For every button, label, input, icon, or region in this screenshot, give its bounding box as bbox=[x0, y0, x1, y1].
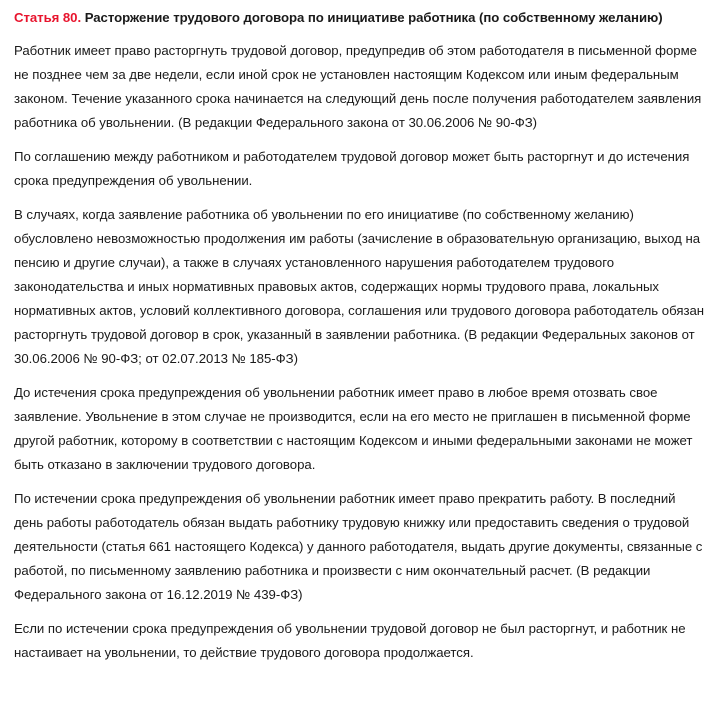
article-number: Статья 80. bbox=[14, 10, 82, 25]
article-paragraph: В случаях, когда заявление работника об увольнении по его инициативе (по собственному желанию) обусловлено невозможностью продолжения им работы (зачисление в образовательную организацию, выход на пенсию и другие случаи), а также в случаях установленного нарушения работодателем трудового законодательства и иных нормативных правовых актов, содержащих нормы трудового права, локальных нормативных актов, условий коллективного договора, соглашения или трудового договора работодатель обязан расторгнуть трудовой договор в срок, указанный в заявлении работника. (В редакции Федеральных законов от 30.06.2006 № 90-ФЗ; от 02.07.2013 № 185-ФЗ) bbox=[14, 207, 705, 366]
article-paragraph: По истечении срока предупреждения об увольнении работник имеет право прекратить работу. В последний день работы работодатель обязан выдать работнику трудовую книжку или предоставить сведения о трудовой деятельности (статья 661 настоящего Кодекса) у данного работодателя, выдать другие документы, связанные с работой, по письменному заявлению работника и произвести с ним окончательный расчет. (В редакции Федерального закона от 16.12.2019 № 439-ФЗ) bbox=[14, 491, 703, 602]
article-paragraph: По соглашению между работником и работодателем трудовой договор может быть расторгнут и до истечения срока предупреждения об увольнении. bbox=[14, 149, 690, 188]
article-heading bbox=[14, 9, 706, 26]
article-paragraph: До истечения срока предупреждения об увольнении работник имеет право в любое время отозвать свое заявление. Увольнение в этом случае не производится, если на его место не приглашен в письменной форме другой работник, которому в соответствии с настоящим Кодексом и иными федеральными законами не может быть отказано в заключении трудового договора. bbox=[14, 385, 693, 472]
article-paragraph: Если по истечении срока предупреждения об увольнении трудовой договор не был расторгнут, и работник не настаивает на увольнении, то действие трудового договора продолжается. bbox=[14, 621, 686, 660]
article-title: Расторжение трудового договора по инициативе работника (по собственному желанию) bbox=[84, 10, 663, 25]
article-paragraph: Работник имеет право расторгнуть трудовой договор, предупредив об этом работодателя в письменной форме не позднее чем за две недели, если иной срок не установлен настоящим Кодексом или иным федеральным законом. Течение указанного срока начинается на следующий день после получения работодателем заявления работника об увольнении. (В редакции Федерального закона от 30.06.2006 № 90-ФЗ) bbox=[14, 43, 702, 130]
